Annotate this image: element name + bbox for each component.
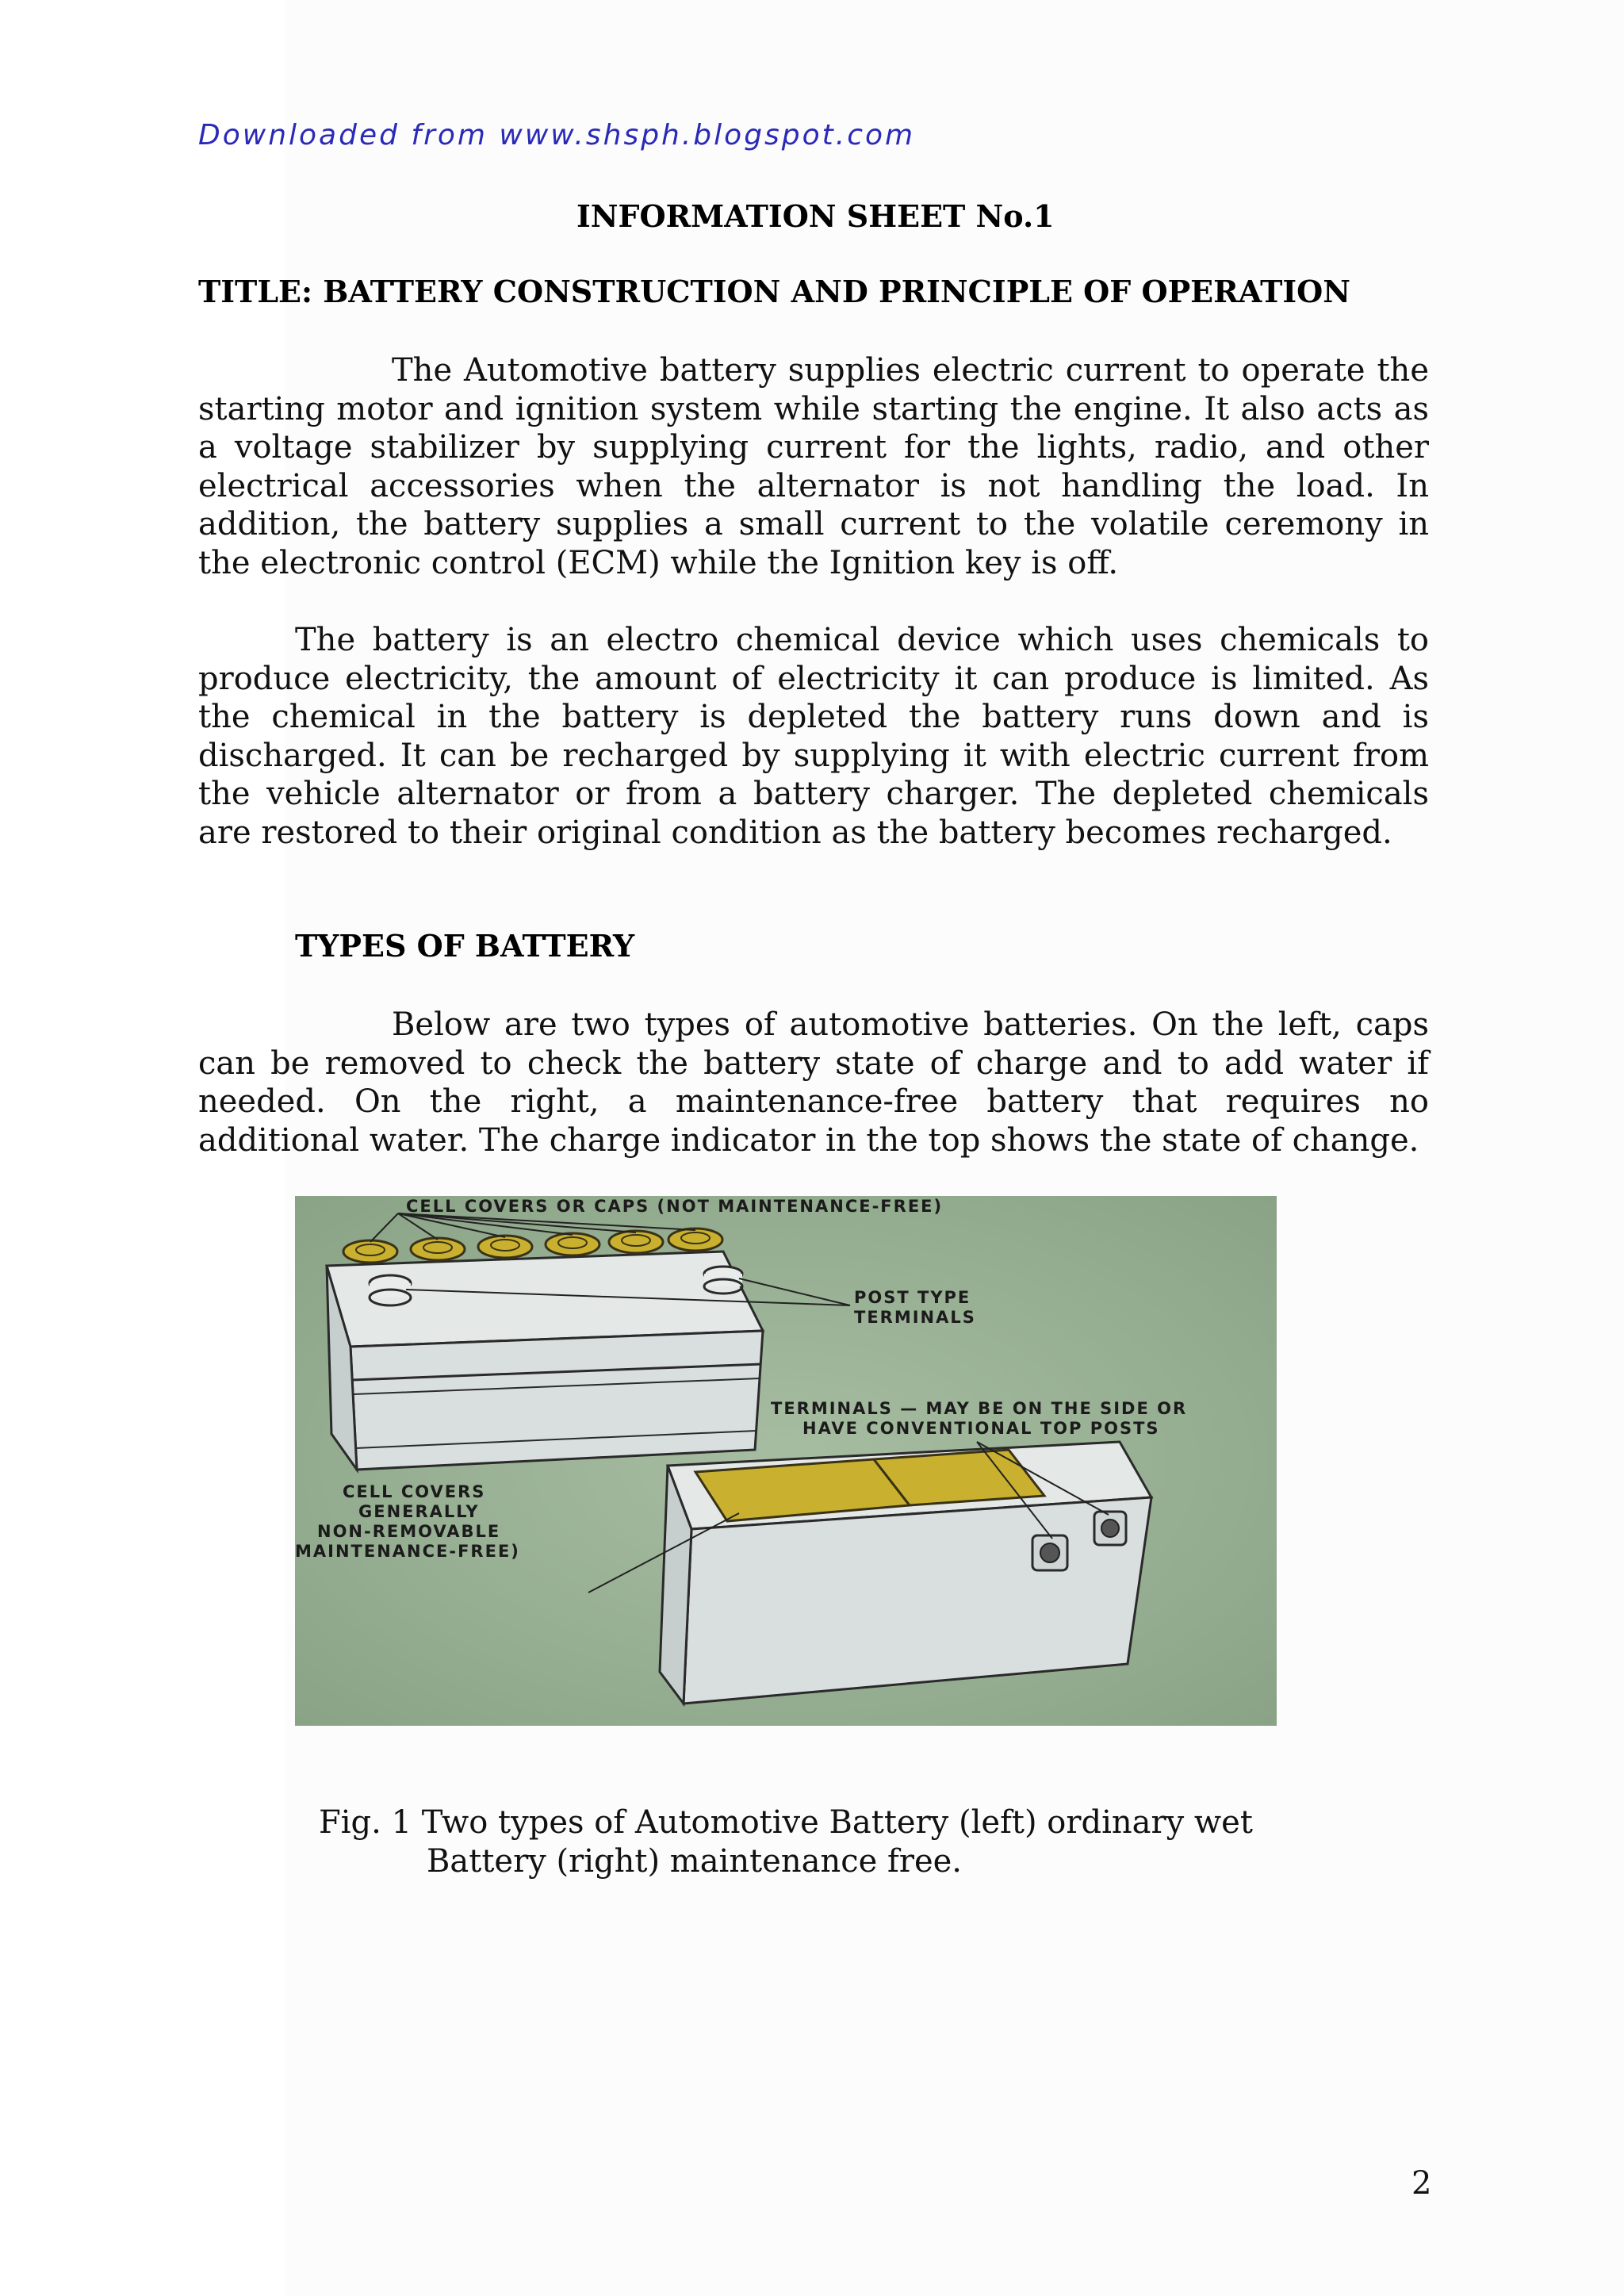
section-heading: TYPES OF BATTERY xyxy=(295,928,635,964)
page-number: 2 xyxy=(1411,2165,1432,2202)
maintenance-free-battery-drawing xyxy=(660,1442,1151,1704)
label-post-terminals: TERMINALS xyxy=(854,1308,976,1327)
label-generally: GENERALLY xyxy=(358,1502,480,1521)
label-terminals-top: HAVE CONVENTIONAL TOP POSTS xyxy=(802,1419,1160,1438)
label-non-removable: NON-REMOVABLE xyxy=(317,1522,501,1541)
paragraph-intro: The Automotive battery supplies electric current to operate the starting motor and ignition system while starting the engine. It also acts as a voltage stabilizer by supplying current for the lights, radio, and other electrical accessories when the alternator is not handling the load. In addition, the battery supplies a small current to the volatile ceremony in the electronic control (ECM) while the Ignition key is off. xyxy=(198,352,1429,581)
battery-figure xyxy=(295,1196,1277,1726)
label-cell-covers: CELL COVERS xyxy=(343,1482,486,1501)
document-title: TITLE: BATTERY CONSTRUCTION AND PRINCIPLE OF OPERATION xyxy=(198,274,1350,309)
wet-battery-drawing xyxy=(327,1228,763,1470)
source-watermark: Downloaded from www.shsph.blogspot.com xyxy=(198,119,916,151)
paragraph-types: Below are two types of automotive batteries. On the left, caps can be removed to check the battery state of charge and to add water if needed. On the right, a maintenance-free battery that requires no additional water. The charge indicator in the top shows the state of change. xyxy=(198,1006,1429,1159)
label-maintenance-free: MAINTENANCE-FREE) xyxy=(295,1542,520,1561)
sheet-title: INFORMATION SHEET No.1 xyxy=(576,198,1055,234)
figure-caption xyxy=(319,1803,1270,1881)
label-cell-caps: CELL COVERS OR CAPS (NOT MAINTENANCE-FREE) xyxy=(406,1197,944,1216)
label-terminals-side: TERMINALS — MAY BE ON THE SIDE OR xyxy=(771,1399,1188,1418)
battery-illustration xyxy=(295,1196,1277,1726)
caption-line-2: Battery (right) maintenance free. xyxy=(427,1843,962,1880)
paragraph-electrochemical: The battery is an electro chemical device which uses chemicals to produce electricity, the amount of electricity it can produce is limited. As the chemical in the battery is depleted the battery runs down and is discharged. It can be recharged by supplying it with electric current from the vehicle alternator or from a battery charger. The depleted chemicals are restored to their original condition as the battery becomes recharged. xyxy=(198,622,1429,851)
label-post-type: POST TYPE xyxy=(854,1288,971,1307)
caption-line-1: Fig. 1 Two types of Automotive Battery (left) ordinary wet xyxy=(319,1804,1253,1841)
